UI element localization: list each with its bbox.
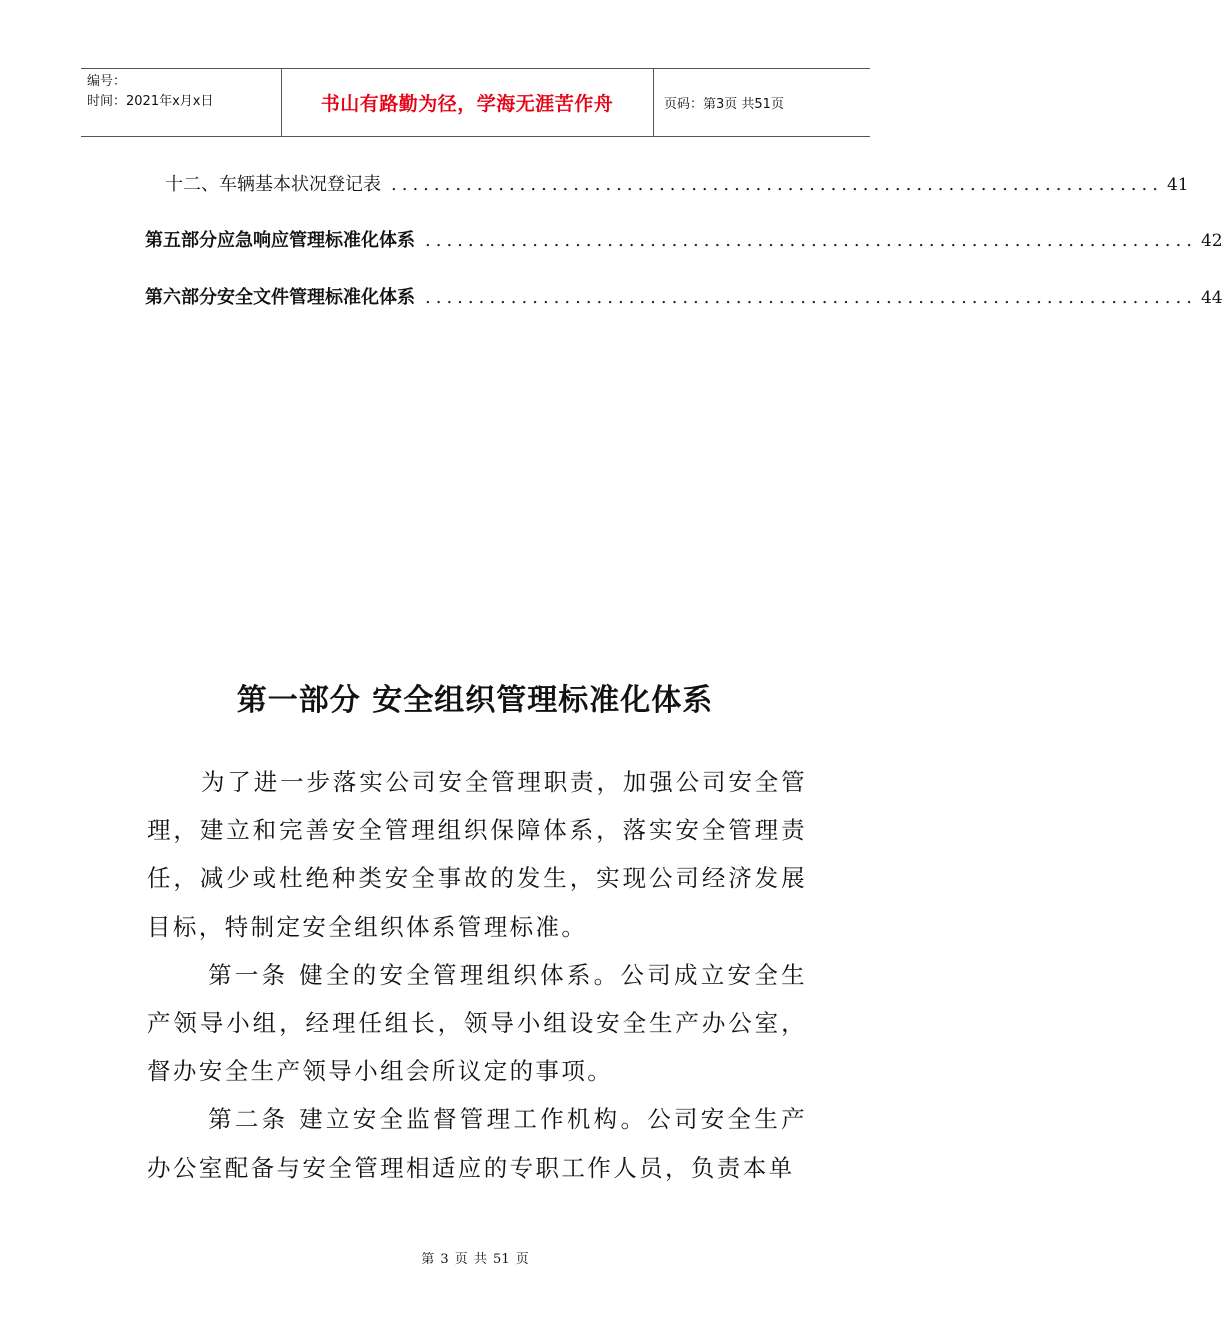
header-motto: 书山有路勤为径，学海无涯苦作舟 (320, 93, 614, 115)
toc-leader-dots: ........................................................................ (425, 287, 1197, 308)
header-left-cell (87, 72, 277, 112)
header-page-info: 页码：第3页 共51页 (664, 97, 784, 112)
section-heading: 第一部分 安全组织管理标准化体系 (236, 683, 714, 718)
toc-entry-title: 应急响应管理标准化体系 (217, 230, 415, 251)
toc-entry-part: 第五部分 (145, 230, 217, 251)
toc-leader-dots: ........................................................................ (391, 174, 1163, 195)
toc-entry[interactable] (165, 170, 1189, 200)
toc-entry-page: 41 (1166, 175, 1189, 195)
toc-entry-part: 第六部分 (145, 287, 217, 308)
toc-entry-title: 十二、车辆基本状况登记表 (165, 174, 381, 195)
time-label: 时间：2021年x月x日 (87, 94, 214, 109)
paragraph: 第二条 建立安全监督管理工作机构。公司安全生产办公室配备与安全管理相适应的专职工作人员，负责本单 (147, 1105, 807, 1182)
toc-entry-page: 44 (1200, 288, 1223, 308)
paragraph: 第一条 健全的安全管理组织体系。公司成立安全生产领导小组，经理任组长，领导小组设安全生产办公室，督办安全生产领导小组会所议定的事项。 (147, 960, 807, 1086)
paragraph: 为了进一步落实公司安全管理职责，加强公司安全管理，建立和完善安全管理组织保障体系，落实安全管理责任，减少或杜绝种类安全事故的发生，实现公司经济发展目标，特制定安全组织体系管理标准。 (147, 768, 807, 941)
number-label: 编号： (87, 74, 127, 89)
toc-entry-title: 安全文件管理标准化体系 (217, 287, 415, 308)
toc-entry-page: 42 (1200, 231, 1223, 251)
page-footer: 第 3 页 共 51 页 (421, 1252, 529, 1267)
document-header (81, 68, 870, 137)
toc-entry[interactable] (145, 226, 1223, 256)
toc-leader-dots: ........................................................................ (425, 230, 1197, 251)
toc-entry[interactable] (145, 283, 1223, 313)
header-divider (653, 69, 654, 136)
body-text (147, 758, 807, 1192)
